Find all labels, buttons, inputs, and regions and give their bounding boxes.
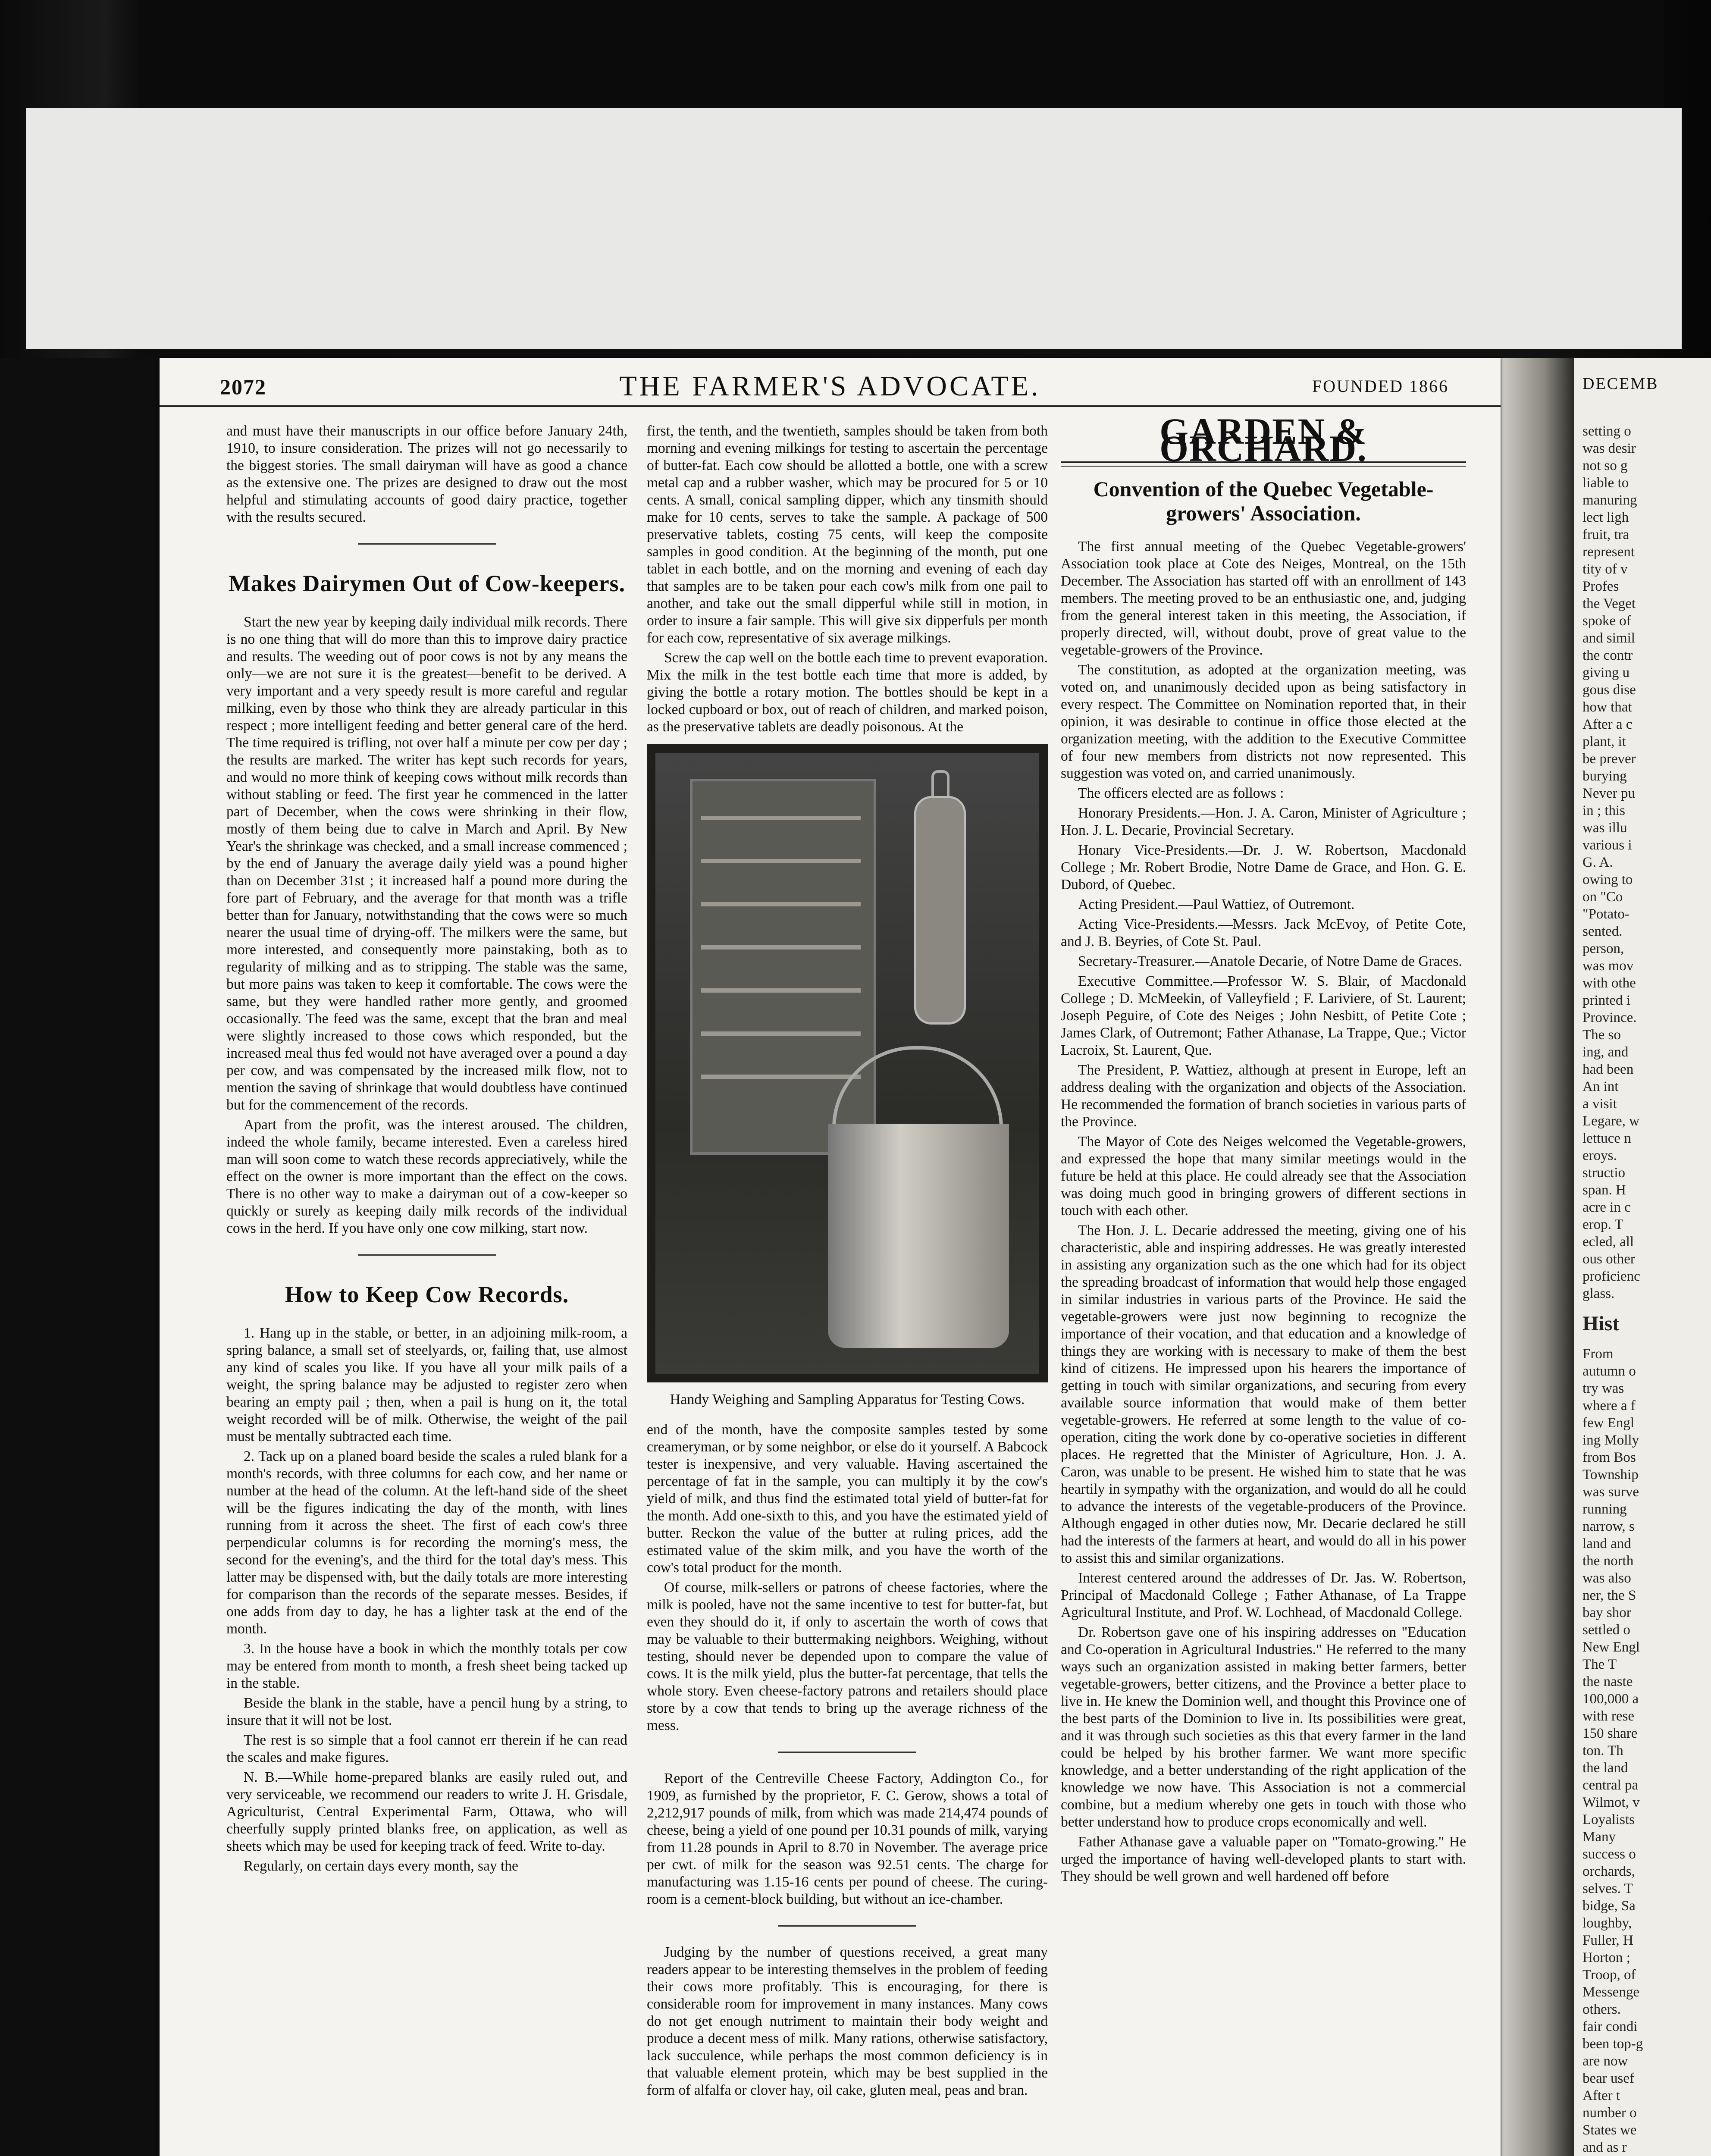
facing-page-line: From bbox=[1583, 1346, 1614, 1362]
facing-page-line: burying bbox=[1583, 768, 1627, 784]
facing-page-line: autumn o bbox=[1583, 1363, 1636, 1379]
facing-page-line: Never pu bbox=[1583, 786, 1635, 801]
facing-page-line: "Potato- bbox=[1583, 906, 1630, 922]
facing-page-line: success o bbox=[1583, 1846, 1636, 1862]
facing-page-line: ous other bbox=[1583, 1251, 1635, 1267]
facing-page-line: with rese bbox=[1583, 1708, 1635, 1724]
article-paragraph: Judging by the number of questions received, a great many readers appear to be interesting themselves in the problem of feeding their cows more profitably. This is encouraging, for there is considerable room for improvement in many instances. Many cows do not get enough nutriment to maintain their body weight and produce a decent mess of milk. Many rations, otherwise satisfactory, lack succulence, while perhaps the most common deficiency is in that valuable element protein, which may be best supplied in the form of alfalfa or clover hay, oil cake, gluten meal, peas and bran. bbox=[647, 1944, 1048, 2098]
facing-page-line: ton. Th bbox=[1583, 1743, 1623, 1758]
facing-page-line: ecled, all bbox=[1583, 1234, 1634, 1250]
facing-page-line: eroys. bbox=[1583, 1148, 1617, 1163]
facing-page-line: After a c bbox=[1583, 717, 1633, 732]
facing-page-line: with othe bbox=[1583, 975, 1636, 991]
facing-page-line: central pa bbox=[1583, 1777, 1639, 1793]
newspaper-page bbox=[160, 358, 1501, 2156]
article-paragraph: The Mayor of Cote des Neiges welcomed the Vegetable-growers, and expressed the hope that many similar meetings would in the future be held at this place. He could already see that the Association was doing much good in bringing growers of different sections in touch with each other. bbox=[1061, 1134, 1466, 1219]
facing-page bbox=[1574, 358, 1711, 2156]
article-paragraph: The President, P. Wattiez, although at present in Europe, left an address dealing with the organization and objects of the Association. He recommended the formation of branch societies in various parts of the Province. bbox=[1061, 1062, 1466, 1130]
facing-page-line: not so g bbox=[1583, 458, 1628, 473]
article-paragraph: Start the new year by keeping daily individual milk records. There is no one thing that will do more than this to improve dairy practice and results. The weeding out of poor cows is not by any means the only—we are not sure it is the greatest—benefit to be derived. A very important and a very speedy result is more careful and regular milking, even by those who think they are already particular in this respect ; more intelligent feeding and better general care of the herd. The time required is trifling, not over half a minute per cow per day ; the results are marked. The writer has kept such records for years, and would no more think of keeping cows without milk records than without stabling or feed. The first year he commenced in the latter part of December, when the cows were shrinking in their flow, mostly of them being due to calve in March and April. By New Year's the shrinkage was checked, and a small increase commenced ; by the end of January the average daily yield was a pound higher than on December 31st ; it increased half a pound more during the fore part of February, and the average for that month was a trifle better than for January, notwithstanding that the cows were so much nearer the usual time of drying-off. The milkers were the same, but more interested, and consequently more painstaking, both as to regularity of milking and as to stripping. The stable was the same, but more pains was taken to keep it comfortable. The cows were the same, but they were handled rather more gently, and groomed occasionally. The feed was the same, except that the bran and meal were slightly increased to those cows which responded, but the increased meal thus fed would not have averaged over a pound a day per cow, and was compensated by the increased milk flow, not to mention the saving of shrinkage that would doubtless have continued but for the commencement of the records. bbox=[226, 614, 627, 1113]
facing-page-line: manuring bbox=[1583, 492, 1637, 508]
facing-page-line: printed i bbox=[1583, 993, 1630, 1008]
facing-page-line: Horton ; bbox=[1583, 1950, 1630, 1965]
facing-page-line: An int bbox=[1583, 1079, 1619, 1094]
facing-page-line: giving u bbox=[1583, 665, 1630, 680]
article-paragraph: Interest centered around the addresses of Dr. Jas. W. Robertson, Principal of Macdonald College ; Father Athanase, of La Trappe Agricultural Institute, and Prof. W. Lochhead, of Macdonald College. bbox=[1061, 1570, 1466, 1620]
facing-page-line: been top-g bbox=[1583, 2036, 1643, 2052]
article-paragraph: Honary Vice-Presidents.—Dr. J. W. Robertson, Macdonald College ; Mr. Robert Brodie, Notre Dame de Grace, and Hon. G. E. Dubord, of Quebec. bbox=[1061, 842, 1466, 893]
facing-page-line: lect ligh bbox=[1583, 510, 1629, 525]
facing-page-line: gous dise bbox=[1583, 682, 1636, 698]
facing-page-line: was mov bbox=[1583, 958, 1634, 974]
facing-page-line: was surve bbox=[1583, 1484, 1639, 1500]
facing-page-line: orchards, bbox=[1583, 1864, 1635, 1879]
facing-page-line: represent bbox=[1583, 544, 1635, 560]
article-paragraph: Secretary-Treasurer.—Anatole Decarie, of Notre Dame de Graces. bbox=[1078, 953, 1462, 969]
facing-page-line: liable to bbox=[1583, 475, 1629, 491]
article-paragraph: Regularly, on certain days every month, say the bbox=[244, 1858, 518, 1874]
article-paragraph: Acting Vice-Presidents.—Messrs. Jack McEvoy, of Petite Cote, and J. B. Beyries, of Cote St. Paul. bbox=[1061, 916, 1466, 950]
facing-page-header: DECEMB bbox=[1583, 375, 1659, 393]
facing-page-line: Wilmot, v bbox=[1583, 1795, 1640, 1810]
facing-page-line: 150 share bbox=[1583, 1726, 1638, 1741]
facing-page-line: tity of v bbox=[1583, 561, 1628, 577]
facing-page-line: from Bos bbox=[1583, 1450, 1636, 1465]
page-header bbox=[160, 358, 1501, 407]
article-paragraph: The Hon. J. L. Decarie addressed the meeting, giving one of his characteristic, able and inspiring addresses. He was greatly interested in assisting any organization such as the one which had for its object the spreading broadcast of information that would help those engaged in similar industries in various parts of the Province. He said the vegetable-growers were just now beginning to recognize the importance of their vocation, and that education and a knowledge of things they are working with is necessary to make of them the best kind of citizens. He impressed upon his hearers the importance of getting in touch with similar organizations, and securing from every available source information that would make of them better vegetable-growers. He referred at some length to the value of co-operation, citing the work done by co-operative societies in different places. He regretted that the Minister of Agriculture, Hon. J. A. Caron, was unable to be present. He wished him to state that he was heartily in sympathy with the organization, and would do all he could to advance the interests of the vegetable-producers of the Province. Although engaged in other duties now, Mr. Decarie declared he still had the interests of the farmers at heart, and would do all in his power to assist this and similar organizations. bbox=[1061, 1222, 1466, 1566]
facing-page-line: the land bbox=[1583, 1760, 1628, 1776]
facing-page-line: Township bbox=[1583, 1467, 1639, 1482]
facing-page-line: structio bbox=[1583, 1165, 1625, 1181]
facing-page-line: plant, it bbox=[1583, 734, 1626, 749]
facing-page-line: try was bbox=[1583, 1381, 1624, 1396]
facing-page-line: Province. bbox=[1583, 1010, 1637, 1025]
article-paragraph: Of course, milk-sellers or patrons of cheese factories, where the milk is pooled, have not the same incentive to test for butter-fat, but even they should do it, if only to ascertain the worth of cows that may be valuable to their buttermaking neighbors. Weighing, without testing, should never be depended upon to compare the value of cows. It is the milk yield, plus the butter-fat percentage, that tells the whole story. Even cheese-factory patrons and retailers should place store by a cow that tends to bring up the average richness of the mess. bbox=[647, 1579, 1048, 1733]
previous-page-edge bbox=[26, 108, 1682, 349]
facing-page-line: and as r bbox=[1583, 2140, 1627, 2155]
facing-page-line: land and bbox=[1583, 1536, 1631, 1551]
facing-page-line: erop. T bbox=[1583, 1217, 1623, 1232]
article-title-cow-records: How to Keep Cow Records. bbox=[285, 1282, 569, 1307]
publication-title: THE FARMER'S ADVOCATE. bbox=[619, 370, 1041, 402]
facing-page-line: G. A. bbox=[1583, 855, 1613, 870]
article-paragraph: Screw the cap well on the bottle each time to prevent evaporation. Mix the milk in the test bottle each time that more is added, by giving the bottle a rotary motion. The bottles should be kept in a locked cupboard or box, out of reach of children, and marked poison, as the preservative tablets are deadly poisonous. At the bbox=[647, 650, 1048, 735]
facing-page-heading: Hist bbox=[1583, 1312, 1620, 1335]
article-paragraph: first, the tenth, and the twentieth, samples should be taken from both morning and evening milkings for testing to ascertain the percentage of butter-fat. Each cow should be allotted a bottle, one with a screw metal cap and a rubber washer, which may be procured for 5 or 10 cents. A small, conical sampling dipper, which any tinsmith should make for 10 cents, serves to take the sample. A package of 500 preservative tablets, costing 75 cents, will keep the composite samples in good condition. At the beginning of the month, put one tablet in each bottle, and on the morning and evening of each day that samples are to be taken pour each cow's milk from one pail to another, and take out the small dipperful while still in motion, in order to insure a fair sample. This will give six dipperfuls per month for each cow, representative of six average milkings. bbox=[647, 423, 1048, 646]
facing-page-line: how that bbox=[1583, 699, 1632, 715]
article-paragraph: Beside the blank in the stable, have a pencil hung by a string, to insure that it will not be lost. bbox=[226, 1695, 627, 1728]
facing-page-line: glass. bbox=[1583, 1286, 1615, 1301]
facing-page-line: After t bbox=[1583, 2088, 1620, 2103]
facing-page-line: spoke of bbox=[1583, 613, 1631, 629]
divider bbox=[358, 543, 496, 545]
facing-page-line: fair condi bbox=[1583, 2019, 1638, 2034]
divider bbox=[778, 1925, 916, 1927]
article-paragraph: 1. Hang up in the stable, or better, in an adjoining milk-room, a spring balance, a small set of steelyards, or, failing that, use almost any kind of scales you like. If you have all your milk pails of a weight, the spring balance may be adjusted to register zero when bearing an empty pail ; then, when a pail is hung on it, the total weight recorded will be of milk. Otherwise, the weight of the pail must be mentally subtracted each time. bbox=[226, 1325, 627, 1445]
facing-page-line: bay shor bbox=[1583, 1605, 1631, 1620]
page-number: 2072 bbox=[220, 375, 266, 399]
facing-page-line: the naste bbox=[1583, 1674, 1633, 1689]
facing-page-text bbox=[1583, 423, 1711, 2156]
divider bbox=[778, 1752, 916, 1753]
facing-page-line: a visit bbox=[1583, 1096, 1617, 1112]
facing-page-line: loughby, bbox=[1583, 1915, 1632, 1931]
facing-page-line: span. H bbox=[1583, 1182, 1626, 1198]
article-paragraph: The constitution, as adopted at the organization meeting, was voted on, and unanimously decided upon as being satisfactory in every respect. The Committee on Nomination reported that, in their opinion, it was desirable to continue in office those elected at the organization meeting, with the addition to the Executive Committee of four new members from districts not now represented. This suggestion was voted on, and carried unanimously. bbox=[1061, 662, 1466, 781]
facing-page-fragments-2 bbox=[1583, 1345, 1711, 2156]
facing-page-line: had been bbox=[1583, 1062, 1634, 1077]
section-banner: GARDEN & ORCHARD. bbox=[1159, 411, 1367, 469]
article-paragraph: Dr. Robertson gave one of his inspiring addresses on "Education and Co-operation in Agricultural Industries." He referred to the many ways such an organization assisted in making better farmers, better vegetable-growers, better citizens, and the Province a better place to live in. He knew the Dominion well, and thought this Province one of the best parts of the Dominion to live in. Its possibilities were great, and it was through such societies as this that every farmer in the land could be helped by his brother farmer. We want more specific knowledge, and a better understanding of the right application of the knowledge we now have. This Association is not a commercial combine, but a medium whereby one gets in touch with those who better understand how to produce crops economically and well. bbox=[1061, 1624, 1466, 1830]
scanner-gap bbox=[138, 0, 1664, 108]
article-paragraph: N. B.—While home-prepared blanks are easily ruled out, and very serviceable, we recommend our readers to write J. H. Grisdale, Agriculturist, Central Experimental Farm, Ottawa, who will cheerfully supply printed blanks free, on application, as well as sheets which may be used for keeping track of feed. Write to-day. bbox=[226, 1769, 627, 1854]
facing-page-line: on "Co bbox=[1583, 889, 1623, 905]
facing-page-line: lettuce n bbox=[1583, 1131, 1631, 1146]
facing-page-line: the contr bbox=[1583, 648, 1633, 663]
facing-page-line: settled o bbox=[1583, 1622, 1630, 1638]
article-paragraph: Report of the Centreville Cheese Factory, Addington Co., for 1909, as furnished by the proprietor, F. C. Gerow, shows a total of 2,212,917 pounds of milk, from which was made 214,474 pounds of cheese, being a yield of one pound per 10.31 pounds of milk, varying from 11.28 pounds in April to 8.70 in November. The average price per cwt. of milk for the season was 92.51 cents. The charge for manufacturing was 1.15-16 cents per pound of cheese. The curing-room is a cement-block building, but without an ice-chamber. bbox=[647, 1771, 1048, 1907]
article-paragraph: Apart from the profit, was the interest aroused. The children, indeed the whole family, became interested. Even a careless hired man will soon come to watch these records appreciatively, while the effect on the owner is more important than the effect on the cows. There is no other way to make a dairyman out of a cow-keeper so quickly or surely as keeping daily milk records of the individual cows in the herd. If you have only one cow milking, start now. bbox=[226, 1117, 627, 1236]
facing-page-line: proficienc bbox=[1583, 1269, 1640, 1284]
facing-page-line: ing Molly bbox=[1583, 1432, 1639, 1448]
facing-page-line: ing, and bbox=[1583, 1044, 1629, 1060]
facing-page-line: bidge, Sa bbox=[1583, 1898, 1636, 1914]
weighing-apparatus-photo bbox=[647, 744, 1048, 1382]
facing-page-line: the Veget bbox=[1583, 596, 1636, 611]
column-3 bbox=[1061, 411, 1466, 1888]
facing-page-line: New Engl bbox=[1583, 1639, 1640, 1655]
facing-page-line: acre in c bbox=[1583, 1200, 1631, 1215]
facing-page-line: was desir bbox=[1583, 441, 1636, 456]
facing-page-line: Legare, w bbox=[1583, 1113, 1639, 1129]
photo-caption: Handy Weighing and Sampling Apparatus for Testing Cows. bbox=[670, 1391, 1025, 1407]
facing-page-line: where a f bbox=[1583, 1398, 1636, 1413]
founded-label: FOUNDED 1866 bbox=[1312, 376, 1449, 396]
facing-page-line: bear usef bbox=[1583, 2071, 1635, 2086]
article-paragraph: Executive Committee.—Professor W. S. Blair, of Macdonald College ; D. McMeekin, of Valleyfield ; F. Lariviere, of St. Laurent; Joseph Peguire, of Cote des Neiges ; John Nesbitt, of Petite Cote ; James Clark, of Outremont; Father Athanase, La Trappe, Que.; Victor Lacroix, St. Laurent, Que. bbox=[1061, 973, 1466, 1058]
spring-balance bbox=[914, 796, 966, 1025]
facing-page-line: Troop, of bbox=[1583, 1967, 1636, 1983]
facing-page-line: person, bbox=[1583, 941, 1624, 956]
facing-page-line: number o bbox=[1583, 2105, 1637, 2121]
article-title-convention: Convention of the Quebec Vegetable-growers' Association. bbox=[1093, 477, 1434, 525]
facing-page-line: Profes bbox=[1583, 579, 1619, 594]
page-gutter bbox=[1501, 358, 1574, 2156]
facing-page-line: in ; this bbox=[1583, 803, 1626, 818]
facing-page-line: The so bbox=[1583, 1027, 1621, 1043]
facing-page-line: are now bbox=[1583, 2053, 1628, 2069]
facing-page-line: setting o bbox=[1583, 423, 1631, 439]
article-paragraph: The rest is so simple that a fool cannot err therein if he can read the scales and make figures. bbox=[226, 1732, 627, 1765]
facing-page-line: The T bbox=[1583, 1657, 1617, 1672]
facing-page-line: Loyalists bbox=[1583, 1812, 1635, 1827]
facing-page-line: States we bbox=[1583, 2122, 1637, 2138]
article-paragraph: Father Athanase gave a valuable paper on "Tomato-growing." He urged the importance of having well-developed plants to start with. They should be well grown and well hardened off before bbox=[1061, 1834, 1466, 1884]
facing-page-line: narrow, s bbox=[1583, 1519, 1635, 1534]
facing-page-line: various i bbox=[1583, 837, 1632, 853]
facing-page-line: Many bbox=[1583, 1829, 1616, 1845]
facing-page-line: few Engl bbox=[1583, 1415, 1635, 1431]
facing-page-line: be prever bbox=[1583, 751, 1636, 767]
facing-page-line: Messenge bbox=[1583, 1984, 1639, 2000]
facing-page-line: 100,000 a bbox=[1583, 1691, 1639, 1707]
left-margin-dark bbox=[0, 358, 160, 2156]
contest-intro: and must have their manuscripts in our office before January 24th, 1910, to insure consideration. The prizes will not go necessarily to the biggest stories. The small dairyman will have as good a chance as the extensive one. The prizes are designed to draw out the most helpful and stimulating accounts of good dairy practice, together with the results secured. bbox=[226, 423, 627, 525]
facing-page-line: ner, the S bbox=[1583, 1588, 1636, 1603]
facing-page-line: and simil bbox=[1583, 630, 1635, 646]
column-2 bbox=[647, 423, 1048, 2102]
divider bbox=[358, 1254, 496, 1256]
article-paragraph: Honorary Presidents.—Hon. J. A. Caron, Minister of Agriculture ; Hon. J. L. Decarie, Provincial Secretary. bbox=[1061, 805, 1466, 838]
facing-page-line: running bbox=[1583, 1501, 1627, 1517]
column-1 bbox=[226, 423, 627, 1877]
facing-page-line: fruit, tra bbox=[1583, 527, 1630, 542]
facing-page-line: was illu bbox=[1583, 820, 1627, 836]
facing-page-line: others. bbox=[1583, 2002, 1621, 2017]
facing-page-line: selves. T bbox=[1583, 1881, 1633, 1896]
article-paragraph: end of the month, have the composite samples tested by some creameryman, or by some neighbor, or else do it yourself. A Babcock tester is inexpensive, and very valuable. Having ascertained the percentage of fat in the sample, you can multiply it by the cow's yield of milk, and thus find the estimated total yield of butter-fat for the month. Add one-sixth to this, and you have the estimated yield of butter. Reckon the value of the butter at ruling prices, add the estimated value of the skim milk, and you have the worth of the cow's total product for the month. bbox=[647, 1422, 1048, 1576]
facing-page-line: owing to bbox=[1583, 872, 1633, 887]
milk-pail bbox=[828, 1124, 1009, 1348]
article-paragraph: Acting President.—Paul Wattiez, of Outremont. bbox=[1078, 896, 1355, 912]
article-paragraph: 3. In the house have a book in which the monthly totals per cow may be entered from month to month, a fresh sheet being tacked up in the stable. bbox=[226, 1641, 627, 1691]
article-paragraph: The officers elected are as follows : bbox=[1078, 785, 1284, 801]
facing-page-line: was also bbox=[1583, 1570, 1631, 1586]
facing-page-line: the north bbox=[1583, 1553, 1634, 1569]
article-title-cow-keepers: Makes Dairymen Out of Cow-keepers. bbox=[228, 570, 626, 596]
facing-page-fragments bbox=[1583, 423, 1711, 1302]
facing-page-line: sented. bbox=[1583, 924, 1623, 939]
article-paragraph: 2. Tack up on a planed board beside the scales a ruled blank for a month's records, with three columns for each cow, and her name or number at the head of the column. At the left-hand side of the sheet will be the figures indicating the day of the month, with lines running from it across the sheet. The first of each cow's three perpendicular columns is for recording the morning's mess, the second for the evening's, and the third for the total day's mess. This latter may be dispensed with, but the daily totals are more interesting for comparison than the records of the separate messes. Besides, if one adds from day to day, he has a lighter task at the end of the month. bbox=[226, 1448, 627, 1637]
article-paragraph: The first annual meeting of the Quebec Vegetable-growers' Association took place at Cote des Neiges, Montreal, on the 15th December. The Association has started off with an enrollment of 143 members. The meeting proved to be an enthusiastic one, and, judging from the general interest taken in this meeting, the Association, if properly directed, will, without doubt, prove of great value to the vegetable-growers of the Province. bbox=[1061, 539, 1466, 658]
facing-page-line: Fuller, H bbox=[1583, 1933, 1633, 1948]
